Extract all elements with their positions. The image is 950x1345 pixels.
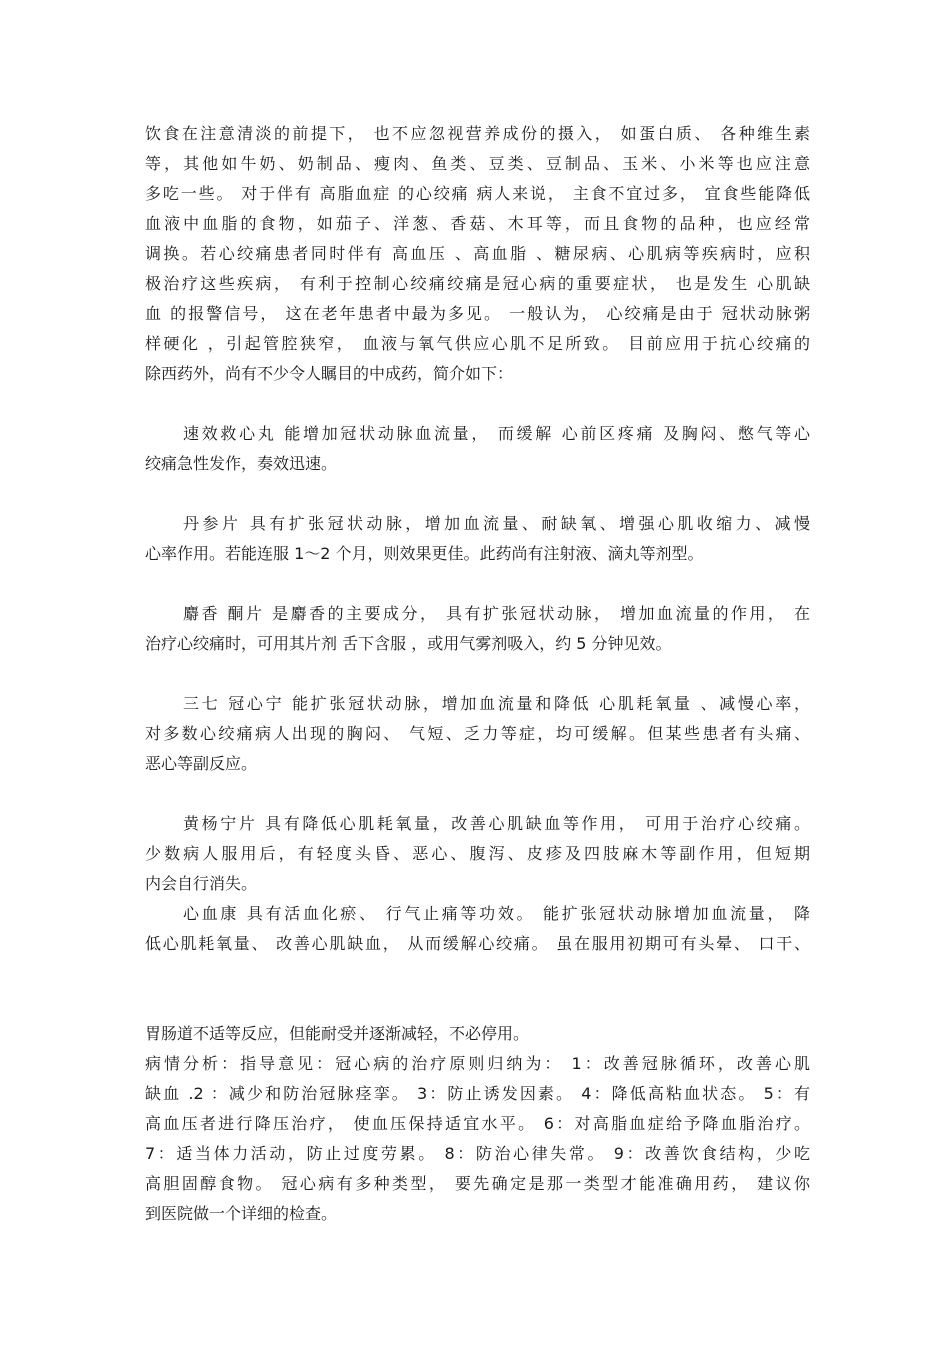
text-segment: 的	[391, 184, 416, 203]
text-line	[183, 424, 810, 444]
text-segment: 、糖尿病、心肌病等疾病时，应积	[528, 244, 810, 263]
text-segment: 能扩张冠状动脉，增加血流量和降低	[284, 694, 600, 713]
text-segment: 等，其他如牛奶、奶制品、瘦肉、鱼类、豆类、豆制品、玉米、小米等也应注意	[145, 154, 810, 173]
text-line	[145, 184, 810, 204]
text-line	[145, 1174, 810, 1194]
text-segment: ，引起管腔狭窄， 血液与氧气供应心肌不足所致。 目前应用于抗心绞痛的	[200, 334, 810, 353]
text-line	[183, 904, 810, 924]
text-segment: 胃肠道不适等反应，但能耐受并逐渐减轻，不必停用。	[145, 1024, 530, 1043]
text-line	[145, 454, 810, 474]
text-line	[145, 154, 810, 174]
text-segment: ，或用气雾剂吸入，约 5 分钟见效。	[406, 634, 672, 653]
text-line	[145, 214, 810, 234]
keyword-link[interactable]: 冠心宁	[228, 694, 285, 713]
keyword-link[interactable]: 高血脂	[473, 244, 529, 263]
text-line	[145, 1144, 810, 1164]
text-segment: 三七	[183, 694, 229, 713]
text-segment: 的报警信号， 这在老年患者中最为多见。 一般认为， 心绞痛是由于	[163, 304, 722, 323]
text-segment: 高血压者进行降压治疗， 使血压保持适宜水平。 6：对高脂血症给予降血脂治疗。	[145, 1114, 810, 1133]
text-line	[145, 1084, 810, 1104]
keyword-link[interactable]: 血	[145, 304, 164, 323]
text-line	[145, 244, 810, 264]
text-segment: 血液中血脂的食物，如茄子、洋葱、香菇、木耳等，而且食物的品种，也应经常	[145, 214, 810, 233]
text-segment: 缺血 .2 ：减少和防治冠脉痉挛。 3：防止诱发因素。 4：降低高粘血状态。 5：有	[145, 1084, 810, 1103]
keyword-link[interactable]: 心肌缺	[757, 274, 810, 293]
keyword-link[interactable]: 心前区疼痛	[561, 424, 656, 443]
text-line	[145, 544, 810, 564]
text-line	[145, 364, 810, 384]
text-segment: 、减慢心率，	[692, 694, 810, 713]
text-line	[145, 634, 810, 654]
text-line	[145, 1024, 810, 1044]
text-segment: 、	[447, 244, 474, 263]
text-segment: 内会自行消失。	[145, 874, 258, 893]
keyword-link[interactable]: 舌下含服	[342, 634, 407, 653]
keyword-link[interactable]: 高血压	[392, 244, 448, 263]
text-line	[145, 1114, 810, 1134]
text-segment: 能增加冠状动脉血流量， 而缓解	[276, 424, 562, 443]
text-segment: 及胸闷、憋气等心	[655, 424, 810, 443]
text-segment: 多吃一些。 对于伴有	[145, 184, 320, 203]
text-line	[145, 304, 810, 324]
keyword-link[interactable]: 高脂血症	[319, 184, 392, 203]
text-line	[145, 874, 810, 894]
keyword-link[interactable]: 冠状动脉粥	[721, 304, 810, 323]
keyword-link[interactable]: 心肌耗氧量	[599, 694, 693, 713]
text-line	[145, 934, 810, 954]
keyword-link[interactable]: 黄杨宁片	[183, 814, 258, 833]
text-segment: 除西药外，尚有不少令人瞩目的中成药，简介如下：	[145, 364, 514, 383]
keyword-link[interactable]: 速效救心丸	[183, 424, 277, 443]
text-segment: 少数病人服用后，有轻度头昏、恶心、腹泻、皮疹及四肢麻木等副作用，但短期	[145, 844, 810, 863]
text-line	[145, 724, 810, 744]
keyword-link[interactable]: 麝香	[183, 604, 220, 623]
text-line	[145, 274, 810, 294]
text-line	[145, 754, 810, 774]
text-segment: 酮片 是麝香的主要成分， 具有扩张冠状动脉， 增加血流量的作用， 在	[219, 604, 810, 623]
text-segment: 心血康 具有活血化瘀、 行气止痛等功效。 能扩张冠状动脉增加血流量， 降	[183, 904, 810, 923]
text-segment: 病情分析：指导意见：冠心病的治疗原则归纳为： 1：改善冠脉循环，改善心肌	[145, 1054, 810, 1073]
text-line	[145, 334, 810, 354]
text-segment: 极治疗这些疾病， 有利于控制心绞痛绞痛是冠心病的重要症状， 也是发生	[145, 274, 758, 293]
text-segment: 具有降低心肌耗氧量，改善心肌缺血等作用， 可用于治疗心绞痛。	[257, 814, 810, 833]
text-line	[183, 694, 810, 714]
text-segment: 调换。若心绞痛患者同时伴有	[145, 244, 393, 263]
text-segment: 绞痛急性发作，奏效迅速。	[145, 454, 338, 473]
text-segment: 饮食在注意清淡的前提下， 也不应忽视营养成份的摄入， 如蛋白质、 各种维生素	[145, 124, 810, 143]
text-segment: 高胆固醇食物。 冠心病有多种类型， 要先确定是那一类型才能准确用药， 建议你	[145, 1174, 810, 1193]
text-segment: 低心肌耗氧量、 改善心肌缺血， 从而缓解心绞痛。 虽在服用初期可有头晕、 口干、	[145, 934, 810, 953]
text-segment: 治疗心绞痛时，可用其片剂	[145, 634, 343, 653]
keyword-link[interactable]: 丹参片	[183, 514, 242, 533]
text-segment: 病人来说， 主食不宜过多， 宜食些能降低	[469, 184, 810, 203]
keyword-link[interactable]: 样硬化	[145, 334, 201, 353]
text-line	[145, 844, 810, 864]
text-segment: 到医院做一个详细的检查。	[145, 1204, 338, 1223]
keyword-link[interactable]: 心绞痛	[415, 184, 470, 203]
text-line	[183, 814, 810, 834]
text-segment: 心率作用。若能连服 1～2 个月，则效果更佳。此药尚有注射液、滴丸等剂型。	[145, 544, 704, 563]
text-line	[145, 1204, 810, 1224]
text-line	[145, 124, 810, 144]
text-segment: 具有扩张冠状动脉，增加血流量、耐缺氧、增强心肌收缩力、减慢	[241, 514, 810, 533]
text-line	[145, 1054, 810, 1074]
text-segment: 对多数心绞痛病人出现的胸闷、 气短、乏力等症，均可缓解。但某些患者有头痛、	[145, 724, 810, 743]
text-line	[183, 514, 810, 534]
text-line	[183, 604, 810, 624]
text-segment: 7：适当体力活动，防止过度劳累。 8：防治心律失常。 9：改善饮食结构，少吃	[145, 1144, 810, 1163]
text-segment: 恶心等副反应。	[145, 754, 258, 773]
